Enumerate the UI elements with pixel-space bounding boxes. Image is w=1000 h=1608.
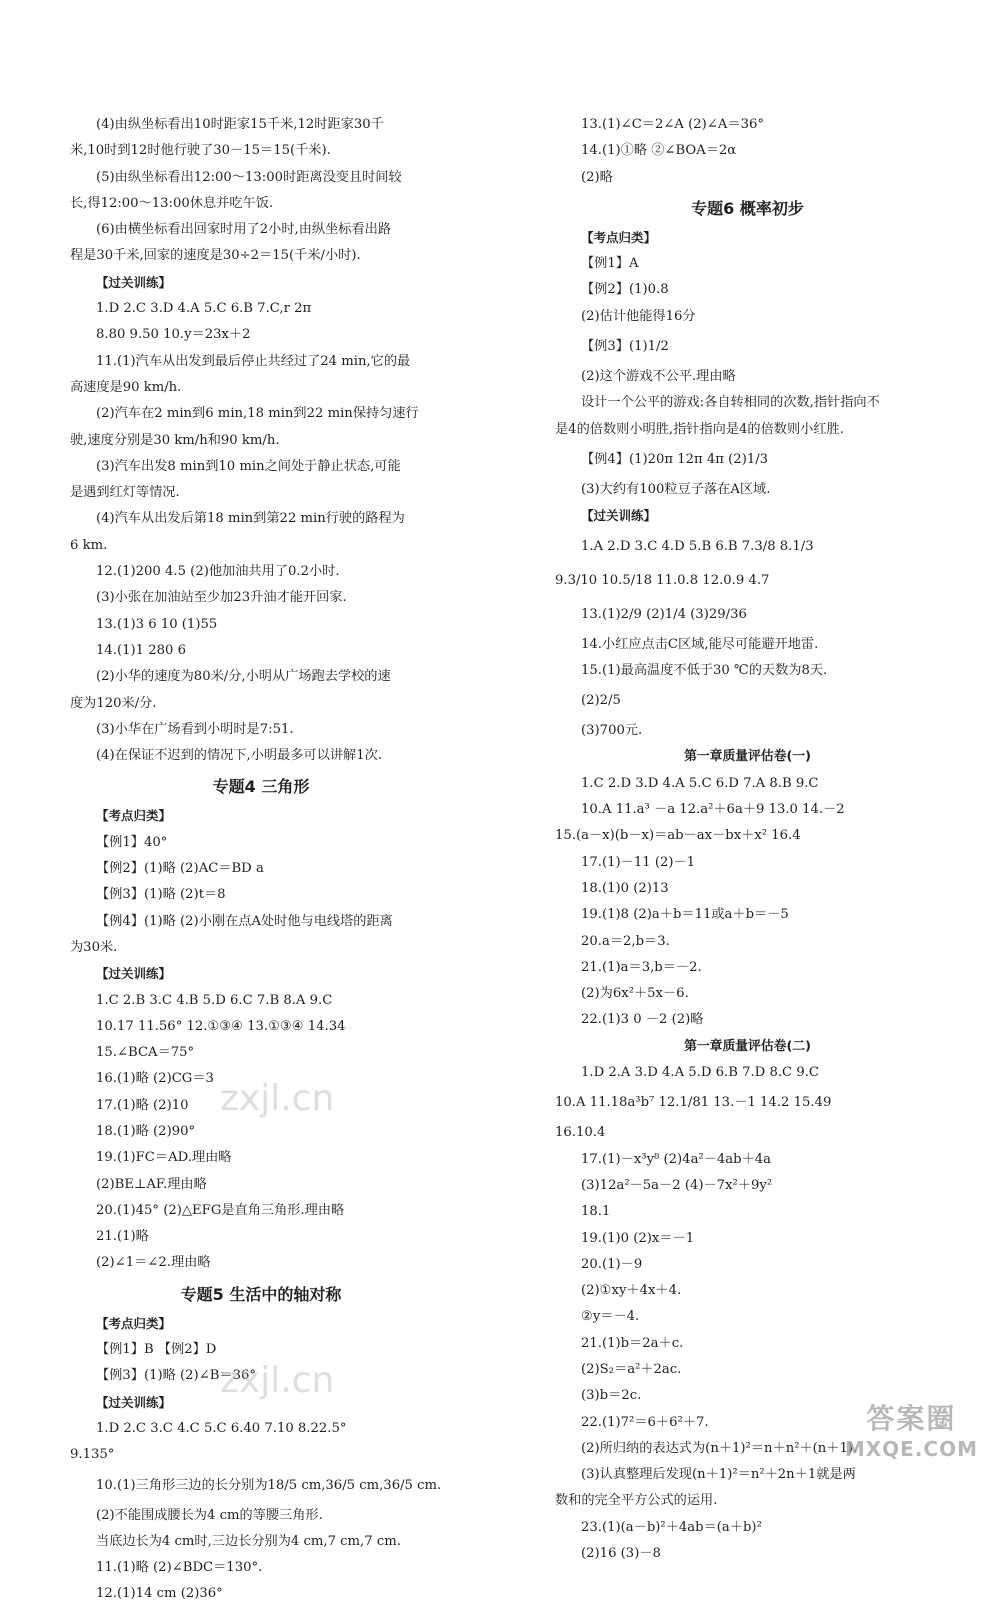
right-line: 20.(1)－9 [581, 1256, 643, 1272]
left-line: 是遇到红灯等情况. [70, 485, 180, 501]
right-line: ②y＝－4. [581, 1309, 640, 1325]
right-line: 17.(1)－x³y⁸ (2)4a²－4ab＋4a [581, 1151, 772, 1167]
left-line: 13.(1)3 6 10 (1)55 [96, 616, 218, 632]
left-line: 18.(1)略 (2)90° [96, 1123, 196, 1139]
left-line: 【例4】(1)略 (2)小刚在点A处时他与电线塔的距离 [96, 913, 393, 929]
left-line: 12.(1)200 4.5 (2)他加油共用了0.2小时. [96, 564, 340, 580]
right-line: (2)2/5 [581, 693, 621, 709]
left-line: (4)在保证不迟到的情况下,小明最多可以讲解1次. [96, 748, 383, 764]
right-line: 23.(1)(a－b)²＋4ab＝(a＋b)² [581, 1519, 762, 1535]
right-section-subheading: 第一章质量评估卷(二) [684, 1038, 811, 1054]
logo-url: MXQE.COM [844, 1437, 978, 1461]
right-line: (3)认真整理后发现(n＋1)²＝n²＋2n＋1就是两 [581, 1467, 856, 1483]
left-line: 程是30千米,回家的速度是30÷2＝15(千米/小时). [70, 248, 361, 264]
left-line: 度为120米/分. [70, 695, 157, 711]
right-line: (2)S₂＝a²＋2ac. [581, 1361, 682, 1377]
left-line: 19.(1)FC＝AD.理由略 [96, 1150, 232, 1166]
logo-name: 答案圈 [866, 1402, 957, 1435]
left-line: 8.80 9.50 10.y＝23x＋2 [96, 327, 251, 343]
right-line: (3)b＝2c. [581, 1388, 642, 1404]
left-line: 【例1】B 【例2】D [96, 1342, 217, 1358]
right-line: 数和的完全平方公式的运用. [555, 1493, 718, 1509]
right-line: (2)估计他能得16分 [581, 308, 696, 324]
right-section-heading: 专题6 概率初步 [691, 198, 804, 218]
right-line: 21.(1)b＝2a＋c. [581, 1335, 684, 1351]
left-line: 17.(1)略 (2)10 [96, 1097, 189, 1113]
right-line: (2)①xy＋4x＋4. [581, 1283, 682, 1299]
right-line: 9.3/10 10.5/18 11.0.8 12.0.9 4.7 [555, 572, 770, 588]
left-line: 10.(1)三角形三边的长分别为18/5 cm,36/5 cm,36/5 cm. [96, 1477, 442, 1493]
right-line: 20.a＝2,b＝3. [581, 933, 670, 949]
right-line: 10.A 11.18a³b⁷ 12.1/81 13.－1 14.2 15.49 [555, 1095, 832, 1111]
left-line: (2)汽车在2 min到6 min,18 min到22 min保持匀速行 [96, 406, 419, 422]
left-section-tag: 【过关训练】 [96, 966, 172, 982]
left-line: (3)小华在广场看到小明时是7:51. [96, 721, 294, 737]
right-line: 1.C 2.D 3.D 4.A 5.C 6.D 7.A 8.B 9.C [581, 775, 819, 791]
right-line: (2)这个游戏不公平.理由略 [581, 369, 736, 385]
left-line: 【例1】40° [96, 834, 168, 850]
right-line: 1.D 2.A 3.D 4.A 5.D 6.B 7.D 8.C 9.C [581, 1065, 819, 1081]
left-line: 米,10时到12时他行驶了30－15＝15(千米). [70, 143, 331, 159]
left-line: 15.∠BCA＝75° [96, 1045, 195, 1061]
left-line: (2)BE⊥AF.理由略 [96, 1176, 207, 1192]
right-line: 21.(1)a＝3,b＝－2. [581, 959, 702, 975]
right-line: 19.(1)0 (2)x＝－1 [581, 1230, 695, 1246]
left-line: 6 km. [70, 537, 108, 553]
right-line: 是4的倍数则小明胜,指针指向是4的倍数则小红胜. [555, 421, 844, 437]
left-line: 1.D 2.C 3.D 4.A 5.C 6.B 7.C,r 2π [96, 301, 312, 317]
left-line: (3)汽车出发8 min到10 min之间处于静止状态,可能 [96, 458, 401, 474]
left-line: 高速度是90 km/h. [70, 379, 182, 395]
left-line: 【例3】(1)略 (2)t＝8 [96, 887, 226, 903]
right-line: (2)所归纳的表达式为(n＋1)²＝n＋n²＋(n＋1). [581, 1440, 858, 1456]
right-section-subheading: 第一章质量评估卷(一) [684, 749, 811, 765]
right-line: 1.A 2.D 3.C 4.D 5.B 6.B 7.3/8 8.1/3 [581, 538, 814, 554]
right-line: 13.(1)∠C＝2∠A (2)∠A＝36° [581, 117, 764, 132]
right-line: 【例4】(1)20π 12π 4π (2)1/3 [581, 451, 769, 467]
right-line: (3)大约有100粒豆子落在A区域. [581, 481, 771, 497]
left-line: 【例2】(1)略 (2)AC＝BD a [96, 861, 264, 877]
right-line: 10.A 11.a³ －a 12.a²＋6a＋9 13.0 14.－2 [581, 802, 845, 818]
left-line: 为30米. [70, 939, 118, 955]
left-section-heading: 专题4 三角形 [212, 777, 310, 797]
right-line: (3)12a²－5a－2 (4)－7x²＋9y² [581, 1177, 773, 1193]
watermark-top: zxjl.cn [220, 1078, 335, 1119]
right-line: 14.(1)①略 ②∠BOA＝2α [581, 143, 737, 159]
right-line: 【例2】(1)0.8 [581, 282, 669, 298]
left-section-tag: 【过关训练】 [96, 1394, 172, 1410]
right-line: 22.(1)7²＝6＋6²＋7. [581, 1414, 709, 1430]
left-section-tag: 【过关训练】 [96, 274, 172, 290]
right-section-tag: 【过关训练】 [581, 508, 657, 524]
right-line: 16.10.4 [555, 1125, 606, 1141]
right-line: 18.(1)0 (2)13 [581, 880, 669, 896]
left-line: 【例3】(1)略 (2)∠B＝36° [96, 1368, 256, 1384]
right-line: 【例1】A [581, 256, 639, 272]
left-line: (3)小张在加油站至少加23升油才能开回家. [96, 590, 347, 606]
right-line: 【例3】(1)1/2 [581, 339, 669, 355]
right-line: 18.1 [581, 1204, 611, 1220]
right-line: (2)为6x²＋5x－6. [581, 986, 689, 1002]
left-section-tag: 【考点归类】 [96, 808, 172, 824]
left-section-heading: 专题5 生活中的轴对称 [180, 1284, 342, 1304]
left-line: (2)不能围成腰长为4 cm的等腰三角形. [96, 1507, 323, 1523]
right-line: 22.(1)3 0 －2 (2)略 [581, 1012, 704, 1028]
left-line: 10.17 11.56° 12.①③④ 13.①③④ 14.34 [96, 1018, 346, 1034]
right-line: 19.(1)8 (2)a＋b＝11或a＋b＝－5 [581, 907, 789, 923]
left-line: 11.(1)略 (2)∠BDC＝130°. [96, 1560, 263, 1576]
left-line: 21.(1)略 [96, 1229, 149, 1245]
site-logo [845, 1397, 978, 1461]
left-line: (6)由横坐标看出回家时用了2小时,由纵坐标看出路 [96, 222, 392, 238]
left-line: 11.(1)汽车从出发到最后停止共经过了24 min,它的最 [96, 353, 411, 369]
right-line: 17.(1)－11 (2)－1 [581, 854, 696, 870]
right-section-tag: 【考点归类】 [581, 229, 657, 245]
left-line: 14.(1)1 280 6 [96, 642, 186, 658]
left-line: (4)汽车从出发后第18 min到第22 min行驶的路程为 [96, 511, 405, 527]
left-line: (2)∠1＝∠2.理由略 [96, 1255, 211, 1271]
left-line: 20.(1)45° (2)△EFG是直角三角形.理由略 [96, 1202, 345, 1218]
left-line: 12.(1)14 cm (2)36° [96, 1586, 223, 1602]
left-line: (4)由纵坐标看出10时距家15千米,12时距家30千 [96, 117, 384, 132]
right-line: 14.小红应点击C区域,能尽可能避开地雷. [581, 636, 819, 652]
left-line: 16.(1)略 (2)CG＝3 [96, 1071, 214, 1087]
right-line: (2)16 (3)－8 [581, 1546, 661, 1562]
left-line: 1.C 2.B 3.C 4.B 5.D 6.C 7.B 8.A 9.C [96, 992, 333, 1008]
left-line: 9.135° [70, 1447, 115, 1463]
left-line: 1.D 2.C 3.C 4.C 5.C 6.40 7.10 8.22.5° [96, 1420, 347, 1436]
left-section-tag: 【考点归类】 [96, 1315, 172, 1331]
right-line: (3)700元. [581, 723, 643, 739]
left-line: (2)小华的速度为80米/分,小明从广场跑去学校的速 [96, 669, 391, 685]
left-line: 当底边长为4 cm时,三边长分别为4 cm,7 cm,7 cm. [96, 1533, 401, 1549]
right-line: 13.(1)2/9 (2)1/4 (3)29/36 [581, 606, 747, 622]
watermark-bottom: zxjl.cn [220, 1360, 335, 1401]
left-line: 驶,速度分别是30 km/h和90 km/h. [70, 432, 280, 448]
right-line: 15.(1)最高温度不低于30 ℃的天数为8天. [581, 662, 828, 678]
right-line: 设计一个公平的游戏:各自转相同的次数,指针指向不 [581, 395, 880, 411]
left-line: (5)由纵坐标看出12:00～13:00时距离没变且时间较 [96, 169, 402, 185]
right-line: (2)略 [581, 169, 613, 185]
left-line: 长,得12:00～13:00休息并吃午饭. [70, 195, 274, 211]
right-column [555, 112, 940, 1567]
right-line: 15.(a－x)(b－x)＝ab－ax－bx＋x² 16.4 [555, 828, 801, 844]
